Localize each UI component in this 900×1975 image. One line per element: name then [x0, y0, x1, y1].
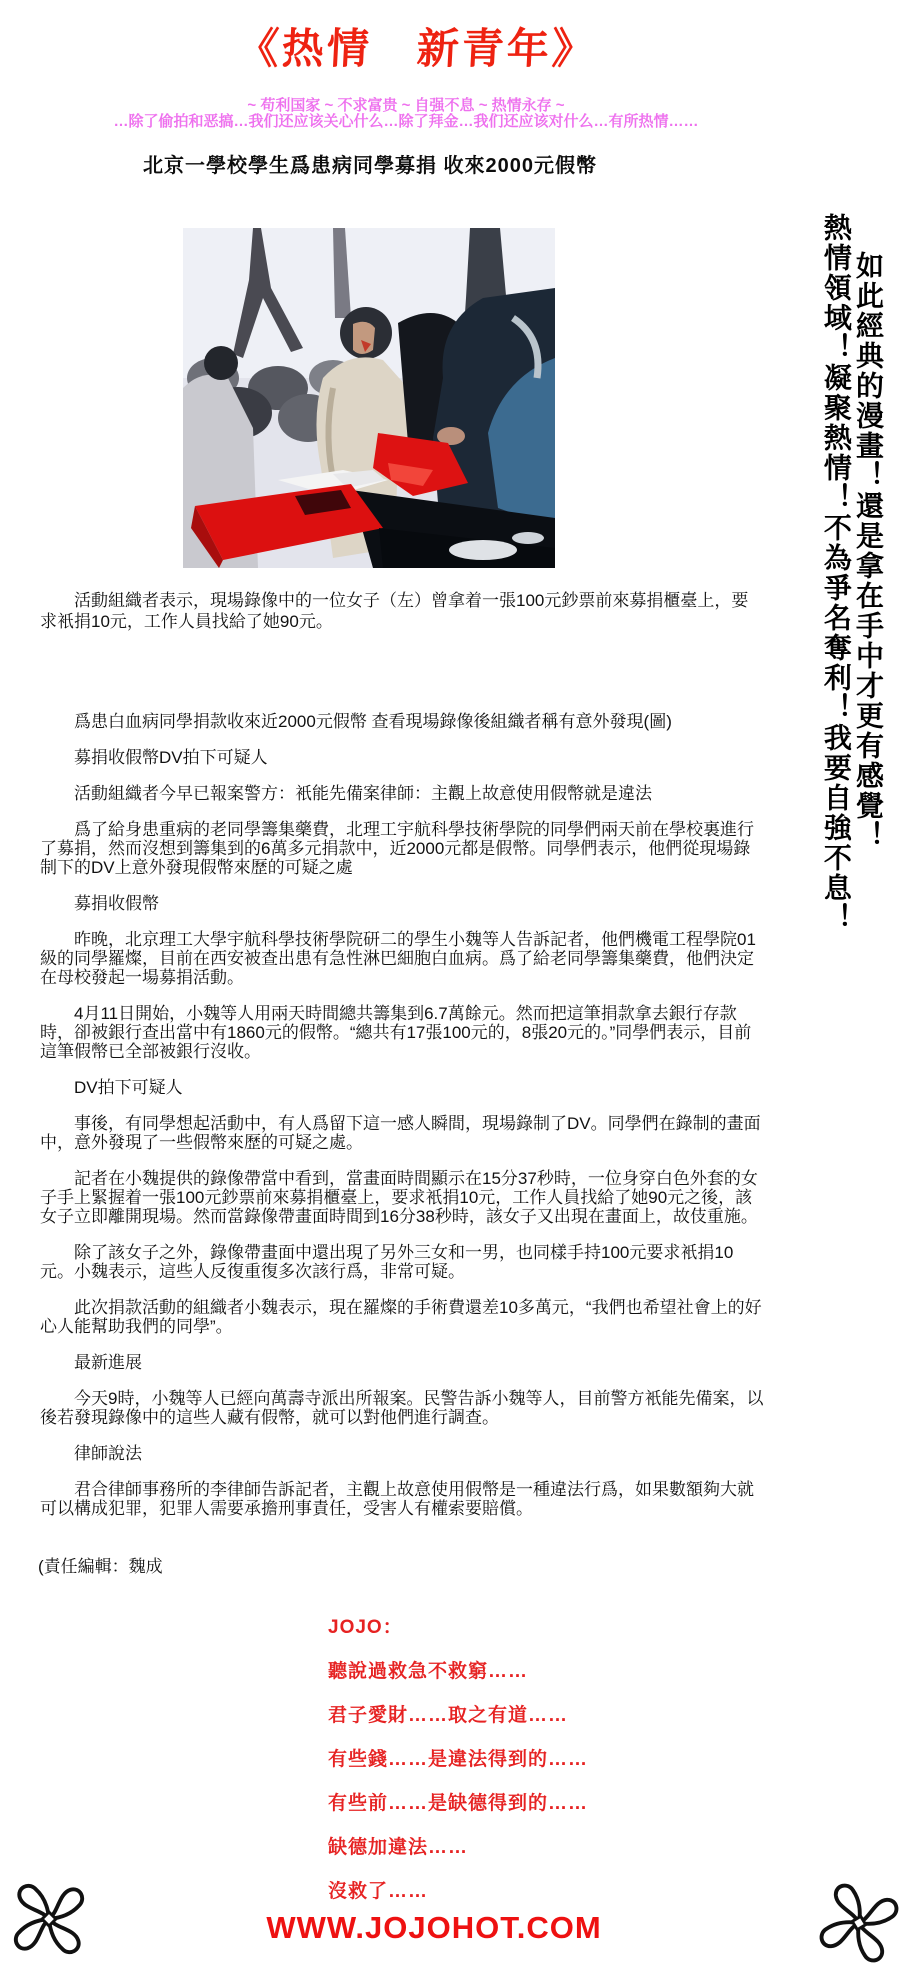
article-paragraph: 除了該女子之外，錄像帶畫面中還出現了另外三女和一男，也同樣手持100元要求衹捐10元。小魏表示，這些人反復重復多次該行爲，非常可疑。	[40, 1243, 734, 1281]
jojo-line: 沒救了……	[328, 1881, 429, 1902]
article-paragraph: 事後，有同學想起活動中，有人爲留下這一感人瞬間，現場錄制了DV。同學們在錄制的畫面中，意外發現了一些假幣來歷的可疑之處。	[40, 1114, 761, 1152]
jojo-line: 聽說過救急不救窮……	[328, 1661, 529, 1682]
side-vertical-banner	[820, 213, 884, 983]
article-paragraph: 爲患白血病同學捐款收來近2000元假幣 查看現場錄像後組織者稱有意外發現(圖)	[74, 712, 672, 731]
article-paragraph: 4月11日開始，小魏等人用兩天時間總共籌集到6.7萬餘元。然而把這筆捐款拿去銀行存款時，卻被銀行查出當中有1860元的假幣。“總共有17張100元的，8張20元的。”同學們表示，目前這筆假幣已全部被銀行沒收。	[40, 1004, 752, 1061]
article-paragraph: 君合律師事務所的李律師告訴記者，主觀上故意使用假幣是一種違法行爲，如果數額夠大就可以構成犯罪，犯罪人需要承擔刑事責任，受害人有權索要賠償。	[40, 1480, 754, 1518]
section-subhead: 律師說法	[74, 1444, 142, 1463]
article-paragraph: 活動組織者今早已報案警方：衹能先備案律師：主觀上故意使用假幣就是違法	[74, 784, 652, 803]
jojo-line: 缺德加違法……	[328, 1837, 469, 1858]
jojo-line: 君子愛財……取之有道……	[328, 1705, 569, 1726]
photo-caption: 活動組織者表示，現場錄像中的一位女子（左）曾拿着一張100元鈔票前來募捐櫃臺上，要求衹捐10元，工作人員找給了她90元。	[40, 591, 749, 631]
jojo-line: 有些前……是缺德得到的……	[328, 1793, 589, 1814]
donation-photo	[183, 228, 555, 568]
section-subhead: 最新進展	[74, 1353, 142, 1372]
site-url-link[interactable]: WWW.JOJOHOT.COM	[266, 1910, 602, 1945]
page-title: 《热情 新青年》	[235, 24, 599, 73]
jojo-line: 有些錢……是違法得到的……	[328, 1749, 589, 1770]
article-paragraph: 昨晚，北京理工大學宇航科學技術學院研二的學生小魏等人告訴記者，他們機電工程學院01級的同學羅燦，目前在西安被查出患有急性淋巴細胞白血病。爲了給老同學籌集藥費，他們決定在母校發起一場募捐活動。	[40, 930, 756, 987]
donation-photo-image	[183, 228, 555, 568]
article-paragraph: 此次捐款活動的組織者小魏表示，現在羅燦的手術費還差10多萬元，“我們也希望社會上的好心人能幫助我們的同學”。	[40, 1298, 762, 1336]
article-paragraph: 爲了給身患重病的老同學籌集藥費，北理工宇航科學技術學院的同學們兩天前在學校裏進行了募捐，然而沒想到籌集到的6萬多元捐款中，近2000元都是假幣。同學們表示，他們從現場錄制下的DV上意外發現假幣來歷的可疑之處	[40, 820, 754, 877]
article-paragraph: 記者在小魏提供的錄像帶當中看到，當畫面時間顯示在15分37秒時，一位身穿白色外套的女子手上緊握着一張100元鈔票前來募捐櫃臺上，要求衹捐10元，工作人員找給了她90元之後，該女子立即離開現場。然而當錄像帶畫面時間到16分38秒時，該女子又出現在畫面上，故伎重施。	[40, 1169, 758, 1226]
article-paragraph: 募捐收假幣DV拍下可疑人	[74, 748, 268, 767]
slogan-line-1: ~ 苟利国家 ~ 不求富贵 ~ 自强不息 ~ 热情永存 ~	[247, 97, 565, 114]
pinwheel-doodle-icon	[10, 1880, 88, 1958]
section-subhead: DV拍下可疑人	[74, 1078, 183, 1097]
article-body	[40, 712, 764, 1535]
jojo-heading: JOJO：	[328, 1617, 403, 1638]
editor-note: (責任編輯：魏成	[38, 1557, 163, 1576]
section-subhead: 募捐收假幣	[74, 894, 159, 913]
slogan-line-2: …除了偷拍和恶搞…我们还应该关心什么…除了拜金…我们还应该对什么…有所热情……	[113, 113, 699, 130]
pinwheel-doodle-icon	[812, 1876, 900, 1971]
article-headline: 北京一學校學生爲患病同學募捐 收來2000元假幣	[142, 155, 598, 177]
vertical-banner-column-right: 如此經典的漫畫！還是拿在手中才更有感覺！	[853, 251, 884, 851]
vertical-banner-column-left: 熱情領域！凝聚熱情！不為爭名奪利！我要自強不息！	[820, 213, 852, 933]
jojo-comment-block	[328, 1612, 588, 1920]
article-paragraph: 今天9時，小魏等人已經向萬壽寺派出所報案。民警告訴小魏等人，目前警方衹能先備案，以後若發現錄像中的這些人藏有假幣，就可以對他們進行調查。	[40, 1389, 764, 1427]
